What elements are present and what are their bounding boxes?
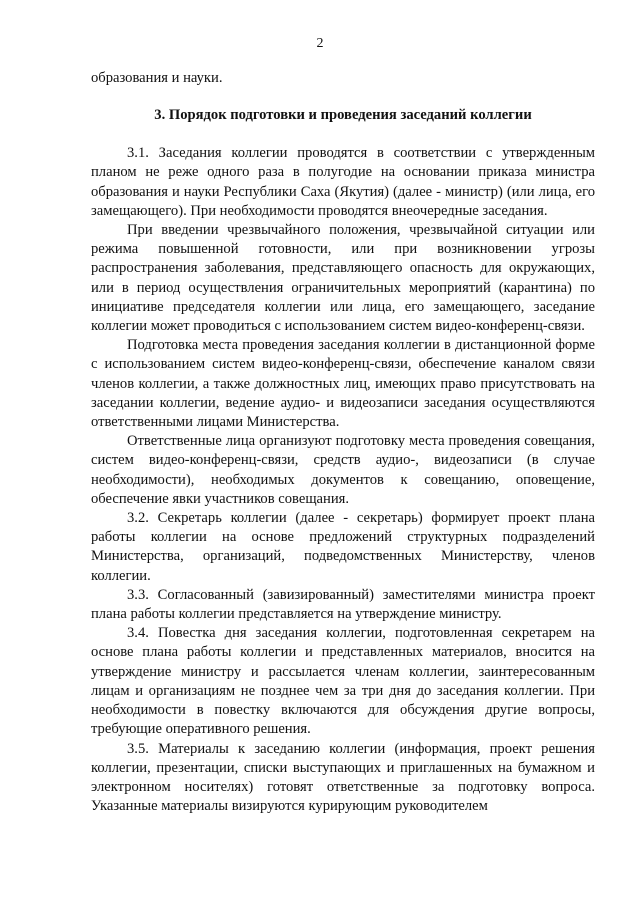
document-body [91, 69, 595, 816]
paragraph-3-3: 3.3. Согласованный (завизированный) заместителями министра проект плана работы коллегии представляется на утверждение министру. [91, 586, 595, 623]
continuation-text: образования и науки. [91, 70, 223, 86]
paragraph-3-5: 3.5. Материалы к заседанию коллегии (информация, проект решения коллегии, презентации, списки выступающих и приглашенных на бумажном и электронном носителях) готовят ответственные за подготовку вопроса. Указанные материалы визируются курирующим руководителем [91, 740, 595, 815]
paragraph-3-1: 3.1. Заседания коллегии проводятся в соответствии с утвержденным планом не реже одного раза в полугодие на основании приказа министра образования и науки Республики Саха (Якутия) (далее - министр) (или лица, его замещающего). При необходимости проводятся внеочередные заседания. [91, 145, 595, 219]
page-number: 2 [316, 36, 324, 51]
section-heading: 3. Порядок подготовки и проведения заседаний коллегии [154, 107, 532, 124]
paragraph-3-4: 3.4. Повестка дня заседания коллегии, подготовленная секретарем на основе плана работы коллегии и представленных материалов, вносится на утверждение министру и рассылается членам коллегии, заинтересованным лицам и организациям не позднее чем за три дня до заседания коллегии. При необходимости в повестку включаются для обсуждения другие вопросы, требующие оперативного решения. [91, 625, 595, 738]
paragraph-remote-preparation: Подготовка места проведения заседания коллегии в дистанционной форме с использованием систем видео-конференц-связи, обеспечение каналом связи членов коллегии, а также должностных лиц, имеющих право присутствовать на заседании коллегии, ведение аудио- и видеозаписи заседания осуществляются ответственными лицами Министерства. [91, 337, 595, 431]
paragraph-responsible-persons: Ответственные лица организуют подготовку места проведения совещания, систем видео-конференц-связи, средств аудио-, видеозаписи (в случае необходимости), необходимых документов к совещанию, оповещение, обеспечение явки участников совещания. [91, 433, 595, 507]
paragraph-emergency-mode: При введении чрезвычайного положения, чрезвычайной ситуации или режима повышенной готовности, или при возникновении угрозы распространения заболевания, представляющего опасность для окружающих, или в период осуществления ограничительных мероприятий (карантина) по инициативе председателя коллегии или лица, его замещающего, заседание коллегии может проводиться с использованием систем видео-конференц-связи. [91, 222, 595, 335]
paragraph-3-2: 3.2. Секретарь коллегии (далее - секретарь) формирует проект плана работы коллегии на основе предложений структурных подразделений Министерства, организаций, подведомственных Министерству, членов коллегии. [91, 510, 595, 584]
